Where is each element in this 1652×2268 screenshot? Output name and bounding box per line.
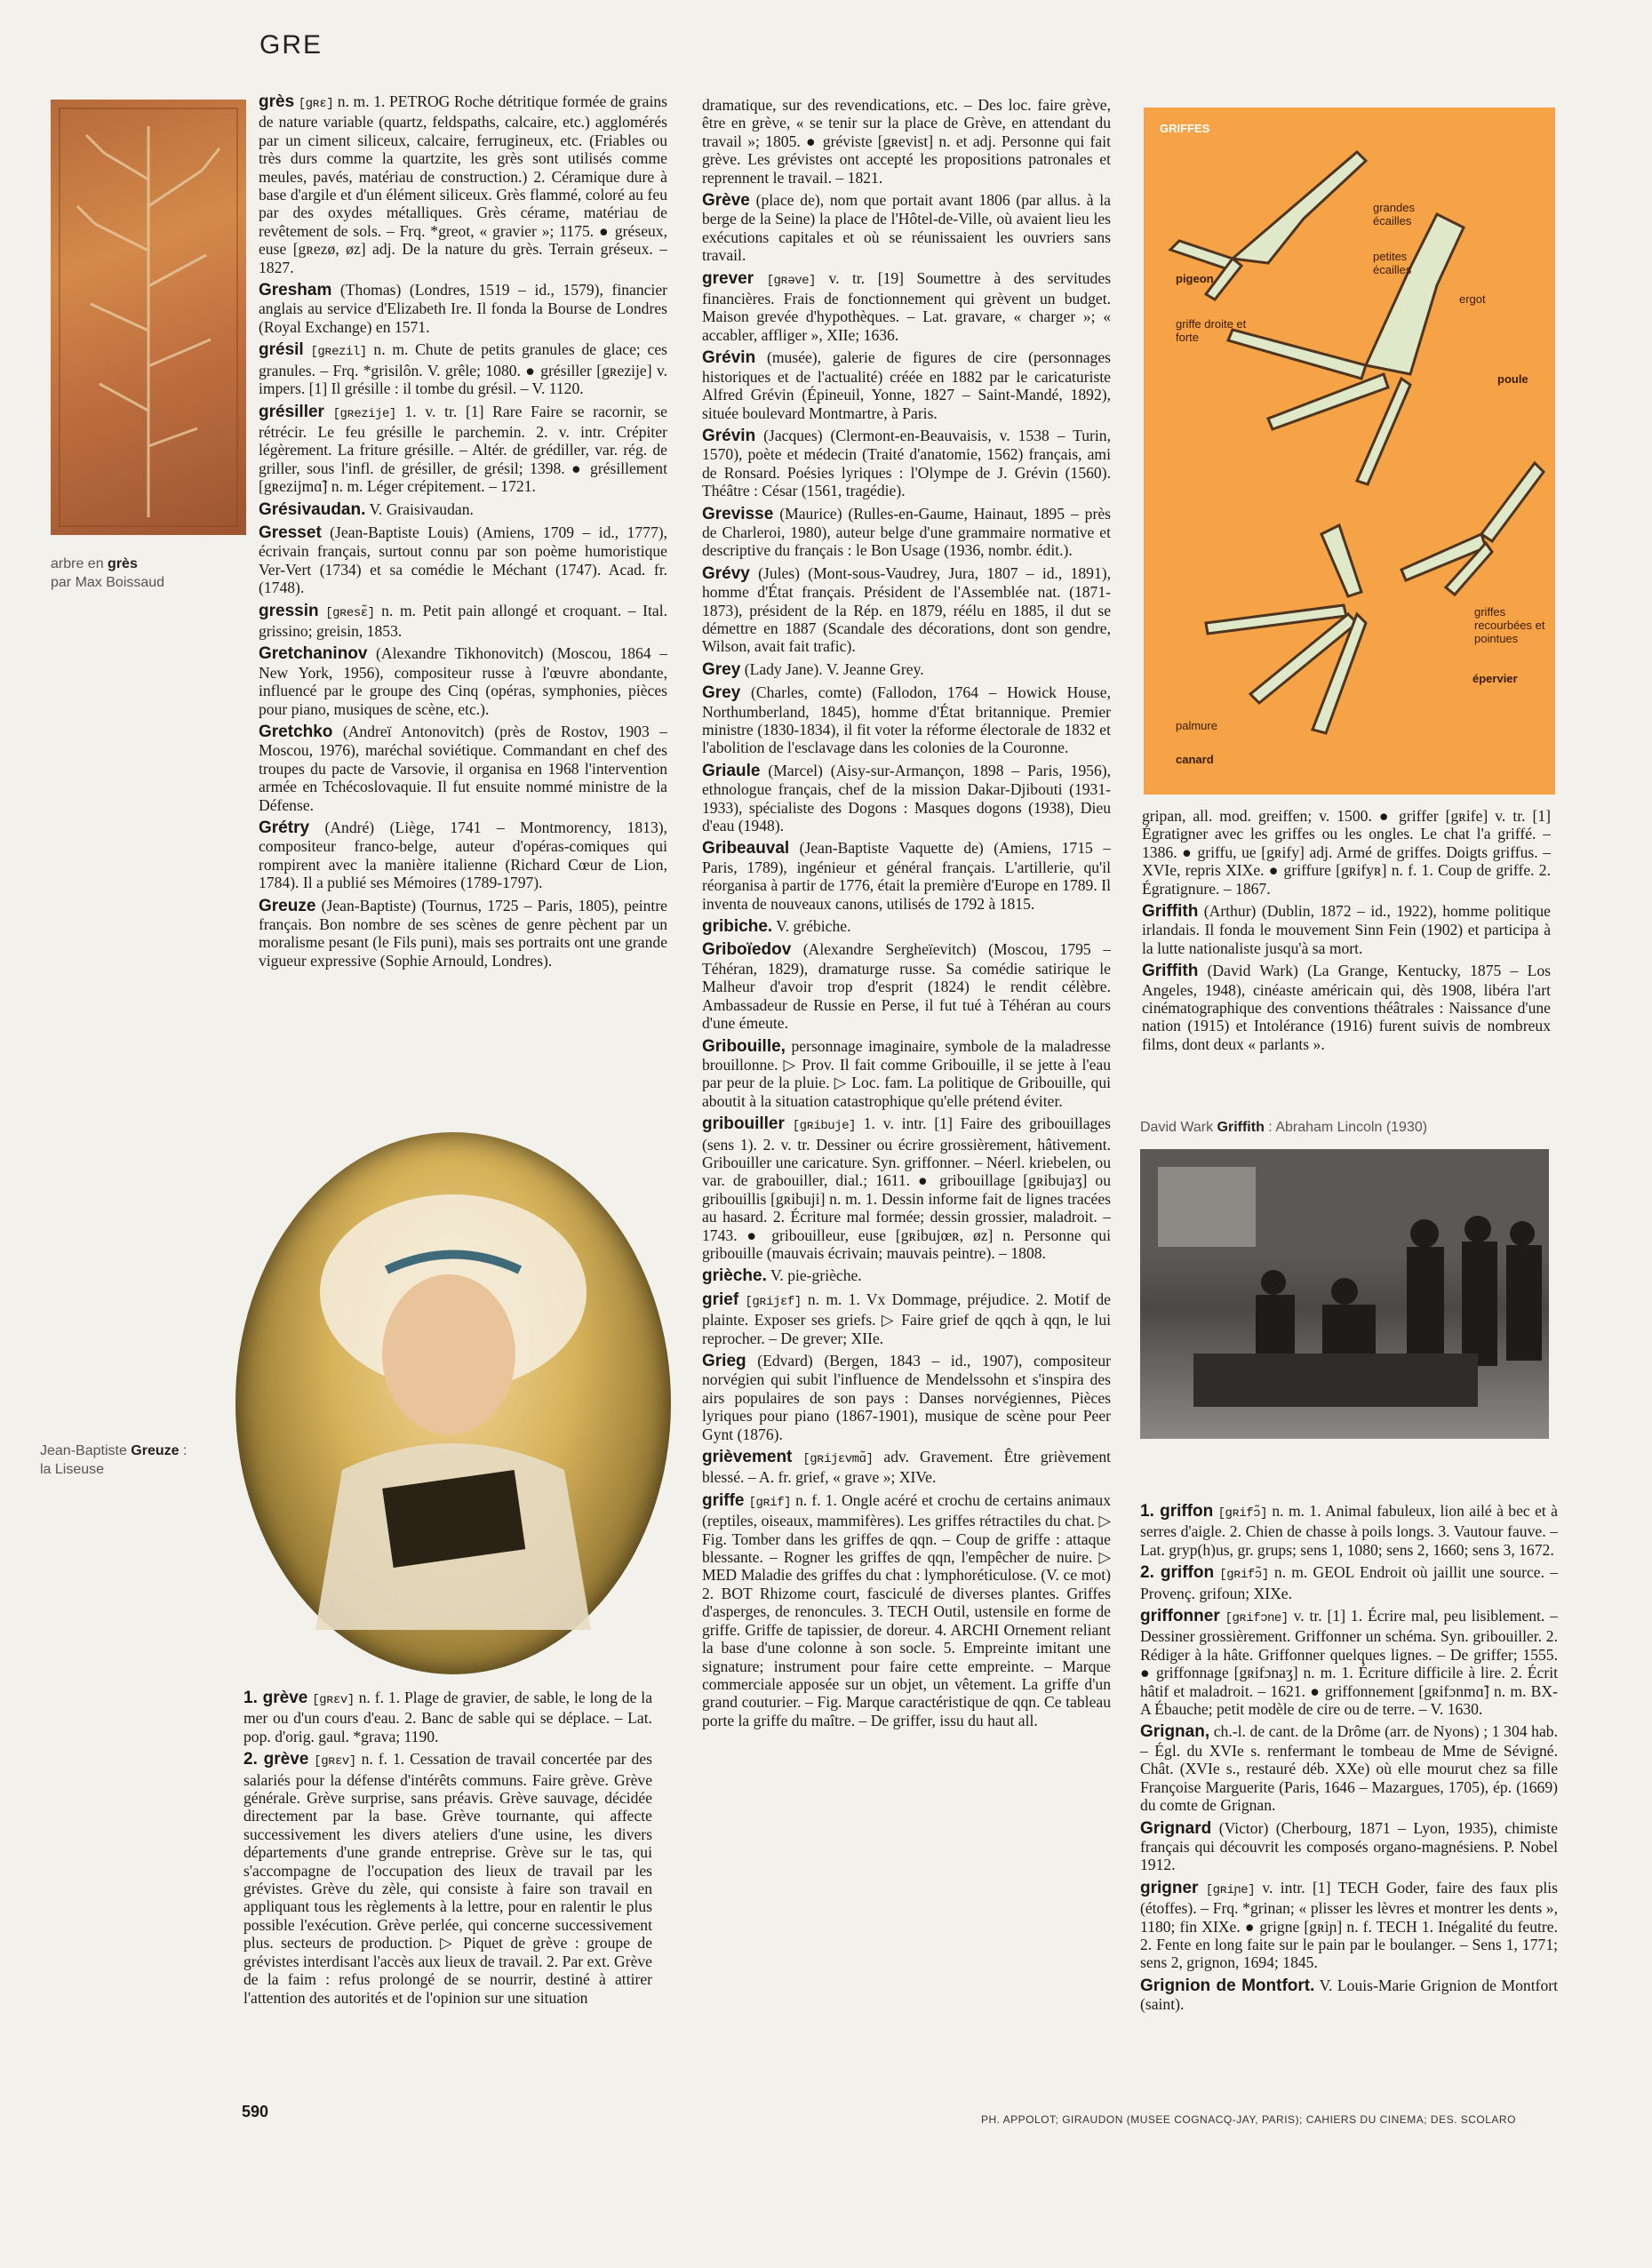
caption-colon: :: [179, 1443, 188, 1458]
entry: Gribouille, personnage imaginaire, symbole de la maladresse brouillonne. ▷ Prov. Il fait comme Gribouille, il se jette à l'eau par peur de la pluie. ▷ Loc. fam. La politique de Gribouille, qui aboutit à la situation catastrophique qu'elle prétend éviter.: [702, 1036, 1111, 1110]
greuze-caption: [40, 1441, 187, 1479]
entry: Grey (Lady Jane). V. Jeanne Grey.: [702, 659, 924, 679]
entry: Gribeauval (Jean-Baptiste Vaquette de) (Amiens, 1715 – Paris, 1789), ingénieur et général français. L'artillerie, qu'il réorganisa à partir de 1776, était la première d'Europe en 1789. Il inventa de nouveaux canons, utilisés de 1792 à 1815.: [702, 839, 1111, 913]
label-grandes-ecailles: grandes écailles: [1373, 201, 1415, 228]
entry: 2. griffon [gʀifɔ̃] n. m. GEOL Endroit où jaillit une source. – Provenç. grifoun; XIXe.: [1140, 1563, 1558, 1602]
entry: Griffith (Arthur) (Dublin, 1872 – id., 1922), homme politique irlandais. Il fonda le mouvement Sinn Fein (1902) et participa à la lutte nationaliste jusqu'à sa mort.: [1142, 902, 1551, 957]
photo-credits: PH. APPOLOT; GIRAUDON (MUSEE COGNACQ-JAY, PARIS); CAHIERS DU CINEMA; DES. SCOLARO: [981, 2113, 1516, 2126]
caption-text: Jean-Baptiste: [40, 1443, 132, 1458]
caption-headword: grès: [108, 556, 138, 571]
abraham-lincoln-still: [1140, 1149, 1549, 1439]
column-1-bottom: [243, 1689, 652, 2088]
entry: Griboïedov (Alexandre Sergheïevitch) (Moscou, 1795 – Téhéran, 1829), dramaturge russe. Sa comédie satirique le Malheur d'avoir trop d'esprit (1824) le rendit célèbre. Ambassadeur de Russie en Perse, il fut tué à Téhéran au cours d'une émeute.: [702, 940, 1111, 1033]
label-poule: poule: [1497, 372, 1528, 386]
entry: Greuze (Jean-Baptiste) (Tournus, 1725 – Paris, 1805), peintre français. Bon nombre de ses scènes de genre pèchent par un moralisme pesant (le Fils puni), mais ses portraits ont une grande vigueur expressive (Sophie Arnould, Londres).: [259, 896, 667, 970]
entry: Grignion de Montfort. V. Louis-Marie Grignion de Montfort (saint).: [1140, 1976, 1558, 2014]
entry: Griaule (Marcel) (Aisy-sur-Armançon, 1898 – Paris, 1956), ethnologue français, chef de la mission Dakar-Djibouti (1931-1933), spécialiste des Dogons : Masques dogons (1938), Dieu d'eau (1948).: [702, 761, 1111, 835]
label-palmure: palmure: [1176, 719, 1217, 732]
caption-credit: par Max Boissaud: [51, 575, 165, 590]
entry: gripan, all. mod. greiffen; v. 1500. ● griffer [gʀife] v. tr. [1] Égratigner avec les griffes ou les ongles. Le chat l'a griffé. – 1386. ● griffu, ue [gʀify] adj. Armé de griffes. Doigts griffus. – XVIe, repris XIXe. ● griffure [gʀifyʀ] n. f. 1. Coup de griffe. 2. Égratignure. – 1867.: [1142, 807, 1551, 898]
entry: Grieg (Edvard) (Bergen, 1843 – id., 1907), compositeur norvégien qui subit l'influence de Mendelssohn et s'inspira des airs populaires de son pays : Danses norvégiennes, Pièces lyriques pour piano (1867-1901), musique de scène pour Peer Gynt (1876).: [702, 1352, 1111, 1443]
entry: Grésivaudan. V. Graisivaudan.: [259, 499, 474, 519]
caption-text: David Wark: [1140, 1120, 1217, 1135]
entry: 2. grève [gʀɛv] n. f. 1. Cessation de travail concertée par des salariés pour la défense d'intérêts communs. Faire grève. Grève générale. Grève surprise, sans préavis. Grève sauvage, décidée directement par la base. Grève tournante, qui affecte successivement les divers ateliers d'une usine, les divers départements d'une grande entreprise. Grève sur le tas, qui s'accompagne de l'occupation des lieux de travail par les grévistes. Grève du zèle, qui consiste à faire son travail en appliquant tous les règlements à la lettre, pour en ralentir le plus possible l'exécution. Grève perlée, qui concerne successivement plus. secteurs de production. ▷ Piquet de grève : groupe de grévistes interdisant l'accès aux lieux de travail. 2. Par ext. Grève de la faim : refus prolongé de se nourrir, destiné à attirer l'attention des autorités et de l'opinion sur une situation: [243, 1750, 652, 2007]
entry: Grève (place de), nom que portait avant 1806 (par allus. à la berge de la Seine) la place de l'Hôtel-de-Ville, où avaient lieu les exécutions capitales et où se réunissaient les ouvriers sans travail.: [702, 191, 1111, 265]
sculpture-photo: [51, 100, 246, 535]
label-griffes-recourbees: griffes recourbées et pointues: [1474, 605, 1545, 645]
entry: Grétry (André) (Liège, 1741 – Montmorency, 1813), compositeur franco-belge, auteur d'opéras-comiques qui rompirent avec la manière italienne (Richard Cœur de Lion, 1784). Il a publié ses Mémoires (1789-1797).: [259, 819, 667, 892]
film-still-photo: [1140, 1149, 1549, 1439]
label-canard: canard: [1176, 753, 1214, 766]
entry: grès [gʀɛ] n. m. 1. PETROG Roche détritique formée de grains de nature variable (quartz, feldspaths, calcaire, etc.) agglomérés par un ciment siliceux, calcaire, ferrugineux, etc. (Friables ou très durs comme la quartzite, les grès sont utilisés comme meules, pavés, matériau de construction.) 2. Céramique dure à base d'argile et d'un élément siliceux. Grès flammé, coloré au feu par des oxydes métalliques. Grès cérame, matériau de revêtement de sols. – Frq. *greot, « gravier »; 1175. ● gréseux, euse [gʀezø, øz] adj. De la nature du grès. Terrain gréseux. – 1827.: [259, 92, 667, 276]
entry: 1. grève [gʀɛv] n. f. 1. Plage de gravier, de sable, le long de la mer ou d'un cours d'eau. 2. Banc de sable qui se déplace. – Lat. pop. d'orig. gaul. *grava; 1190.: [243, 1689, 652, 1745]
entry: grief [gʀijɛf] n. m. 1. Vx Dommage, préjudice. 2. Motif de plainte. Exposer ses griefs. ▷ Faire grief de qqch à qqn, le lui reprocher. – De grever; XIIe.: [702, 1290, 1111, 1347]
entry: Gresset (Jean-Baptiste Louis) (Amiens, 1709 – id., 1777), écrivain français, surtout connu par son poème humoristique Ver-Vert (1734) et sa comédie le Méchant (1747). Acad. fr. (1748).: [259, 523, 667, 597]
label-epervier: épervier: [1472, 672, 1518, 685]
tree-sculpture-image: [51, 100, 246, 535]
greuze-painting: [235, 1132, 671, 1674]
entry: Griffith (David Wark) (La Grange, Kentucky, 1875 – Los Angeles, 1948), cinéaste américain qui, dès 1908, libéra l'art cinématographique des conventions théâtrales : Naissance d'une nation (1915) et Intolérance (1916) furent suivis de nombreux films, dont deux « parlants ».: [1142, 962, 1551, 1053]
entry: gribiche. V. grébiche.: [702, 917, 851, 937]
entry: Grévin (Jacques) (Clermont-en-Beauvaisis, v. 1538 – Turin, 1570), poète et médecin (Traité d'anatomie, 1562) français, ami de Ronsard. Poésies lyriques : l'Olympe de J. Grévin (1560). Théâtre : César (1561, tragédie).: [702, 426, 1111, 500]
caption-title: la Liseuse: [40, 1462, 105, 1477]
entry: gressin [gʀesɛ̃] n. m. Petit pain allongé et croquant. – Ital. grissino; greisin, 1853.: [259, 601, 667, 640]
entry: griffe [gʀif] n. f. 1. Ongle acéré et crochu de certains animaux (reptiles, oiseaux, mammifères). Les griffes rétractiles du chat. ▷ Fig. Tomber dans les griffes de qqn. – Coup de griffe : attaque blessante. – Rogner les griffes de qqn, l'empêcher de nuire. ▷ MED Maladie des griffes du chat : lymphoréticulose. (V. ce mot) 2. BOT Rhizome court, fasciculé de diverses plantes. Griffes d'asperges, de renoncules. 3. TECH Outil, ustensile en forme de griffe. Griffe de tapissier, de doreur. 4. ARCHI Ornement reliant la base d'une colonne à son socle. 5. Empreinte imitant une signature; instrument pour faire cette empreinte. – Marque commerciale apposée sur un objet, un vêtement. La griffe d'un grand couturier. – Fig. Marque caractéristique de qqn. Ce tableau porte la griffe du maître. – De griffer, issu du haut all.: [702, 1490, 1111, 1729]
caption-title: : Abraham Lincoln (1930): [1264, 1120, 1428, 1135]
entry: grésiller [gʀezije] 1. v. tr. [1] Rare Faire se racornir, se rétrécir. Le feu grésille le parchemin. 2. v. intr. Crépiter légèrement. La friture grésille. – Altér. de grédiller, var. rég. de griller, sous l'infl. de grésiller, de grésil; 1398. ● grésillement [gʀezijmɑ̃] n. m. Léger crépitement. – 1721.: [259, 402, 667, 496]
entry: Grévy (Jules) (Mont-sous-Vaudrey, Jura, 1807 – id., 1891), homme d'État français. Président de l'Assemblée nat. (1871-1873), président de la Rép. en 1879, réélu en 1885, il dut se démettre en 1887 (Scandale des décorations, dont son gendre, Wilson, avait fait trafic).: [702, 563, 1111, 656]
entry: Grevisse (Maurice) (Rulles-en-Gaume, Hainaut, 1895 – près de Charleroi, 1980), auteur belge d'une grammaire normative et descriptive du français : le Bon Usage (1936, nombr. édit.).: [702, 504, 1111, 560]
entry: grigner [gʀiɲe] v. intr. [1] TECH Goder, faire des faux plis (étoffes). – Frq. *grinan; « plisser les lèvres et montrer les dents », 1180; fin XIXe. ● grigne [gʀiɲ] n. f. TECH 1. Inégalité du feutre. 2. Fente en long faite sur le pain par le boulanger. – Sens 1, 1771; sens 2, grignon, 1694; 1845.: [1140, 1878, 1558, 1972]
entry: gribouiller [gʀibuje] 1. v. intr. [1] Faire des gribouillages (sens 1). 2. v. tr. Dessiner ou écrire grossièrement, hâtivement. Gribouiller une caricature. Syn. griffonner. – Néerl. kriebelen, ou var. de grabouiller, dial.; 1611. ● gribouillage [gʀibujaʒ] ou gribouillis [gʀibuji] n. m. 1. Dessin informe fait de lignes tracées au hasard. 2. Écriture mal formée; dessin grossier, maladroit. – 1743. ● gribouilleur, euse [gʀibujœʀ, øz] n. Personne qui gribouille (mauvais écrivain; mauvais peintre). – 1808.: [702, 1114, 1111, 1262]
caption-headword: Griffith: [1217, 1120, 1265, 1135]
sculpture-caption: [51, 555, 164, 592]
running-head: GRE: [259, 30, 323, 60]
entry: dramatique, sur des revendications, etc. – Des loc. faire grève, être en grève, « se tenir sur la place de Grève, en attendant du travail »; 1805. ● gréviste [gʀevist] n. et adj. Personne qui fait grève. Les grévistes ont accepté les propositions patronales et reprennent le travail. – 1821.: [702, 96, 1111, 187]
entry: grièvement [gʀijɛvmɑ̃] adv. Gravement. Être grièvement blessé. – A. fr. grief, « grave »; XIVe.: [702, 1448, 1111, 1487]
entry: Grévin (musée), galerie de figures de cire (personnages historiques et de l'actualité) créée en 1882 par le caricaturiste Alfred Grévin (Épineuil, Yonne, 1827 – Saint-Mandé, 1892), située boulevard Montmartre, à Paris.: [702, 348, 1111, 422]
label-pigeon: pigeon: [1176, 272, 1214, 285]
caption-text: arbre en: [51, 556, 108, 571]
entry: Grignan, ch.-l. de cant. de la Drôme (arr. de Nyons) ; 1 304 hab. – Égl. du XVIe s. renfermant le tombeau de Mme de Sévigné. Chât. (XVIe s., restauré déb. XXe) où elle mourut chez sa fille Françoise Marguerite (Paris, 1646 – Mazargues, 1705), ép. (1669) du comte de Grignan.: [1140, 1722, 1558, 1815]
column-2: [702, 96, 1111, 2087]
film-caption: [1140, 1118, 1427, 1137]
page-number: 590: [242, 2103, 269, 2120]
reading-woman-image: [235, 1132, 671, 1674]
bird-feet-diagram: [1144, 108, 1555, 795]
entry: Gresham (Thomas) (Londres, 1519 – id., 1579), financier anglais au service d'Elizabeth Ire. Il fonda la Bourse de Londres (Royal Exchange) en 1571.: [259, 281, 667, 336]
claws-illustration: [1144, 108, 1555, 795]
entry: Grignard (Victor) (Cherbourg, 1871 – Lyon, 1935), chimiste français qui découvrit les composés organo-magnésiens. P. Nobel 1912.: [1140, 1818, 1558, 1874]
entry: Gretchaninov (Alexandre Tikhonovitch) (Moscou, 1864 – New York, 1956), compositeur russe à l'œuvre abondante, influencé par le groupe des Cinq (opéras, symphonies, pièces pour piano, musiques de scène, etc.).: [259, 644, 667, 718]
caption-headword: Greuze: [131, 1443, 180, 1458]
claws-title: GRIFFES: [1160, 122, 1210, 135]
entry: Gretchko (Andreï Antonovitch) (près de Rostov, 1903 – Moscou, 1976), maréchal soviétique. Commandant en chef des troupes du pacte de Varsovie, il organisa en 1968 l'intervention armée en Tchécoslovaquie. Il fut ensuite nommé ministre de la Défense.: [259, 723, 667, 814]
entry: Grey (Charles, comte) (Fallodon, 1764 – Howick House, Northumberland, 1845), homme d'État britannique. Premier ministre (1830-1834), il fit voter la réforme électorale de 1832 et l'abolition de l'esclavage dans les colonies de la Couronne.: [702, 683, 1111, 757]
label-petites-ecailles: petites écailles: [1373, 250, 1412, 276]
column-1: [259, 92, 667, 1114]
entry: grièche. V. pie-grièche.: [702, 1266, 862, 1286]
entry: griffonner [gʀifɔne] v. tr. [1] 1. Écrire mal, peu lisiblement. – Dessiner grossièrement. Griffonner un schéma. Syn. gribouiller. 2. Rédiger à la hâte. Griffonner quelques lignes. – De griffer; 1555. ● griffonnage [gʀifɔnaʒ] n. m. 1. Écriture difficile à lire. 2. Écrit hâtif et maladroit. – 1621. ● griffonnement [gʀifɔnmɑ̃] n. m. BX-A Ébauche; petit modèle de cire ou de terre. – V. 1630.: [1140, 1607, 1558, 1719]
entry: grever [gʀəve] v. tr. [19] Soumettre à des servitudes financières. Frais de fonctionnement qui grèvent un budget. Maison grevée d'hypothèques. – Lat. gravare, « charger »; « accabler, affliger », XIIe; 1636.: [702, 268, 1111, 344]
label-griffe-droite: griffe droite et forte: [1176, 317, 1247, 344]
column-3-bottom: [1140, 1502, 1558, 2088]
entry: grésil [gʀezil] n. m. Chute de petits granules de glace; ces granules. – Frq. *grisilôn. V. grêle; 1080. ● grésiller [gʀezije] v. impers. [1] Il grésille : il tombe du grésil. – V. 1120.: [259, 340, 667, 398]
entry: 1. griffon [gʀifɔ̃] n. m. 1. Animal fabuleux, lion ailé à bec et à serres d'aigle. 2. Chien de chasse à poils longs. 3. Vautour fauve. – Lat. gryp(h)us, gr. grups; sens 1, 1080; sens 2, 1660; sens 3, 1672.: [1140, 1502, 1558, 1559]
label-ergot: ergot: [1459, 292, 1486, 306]
